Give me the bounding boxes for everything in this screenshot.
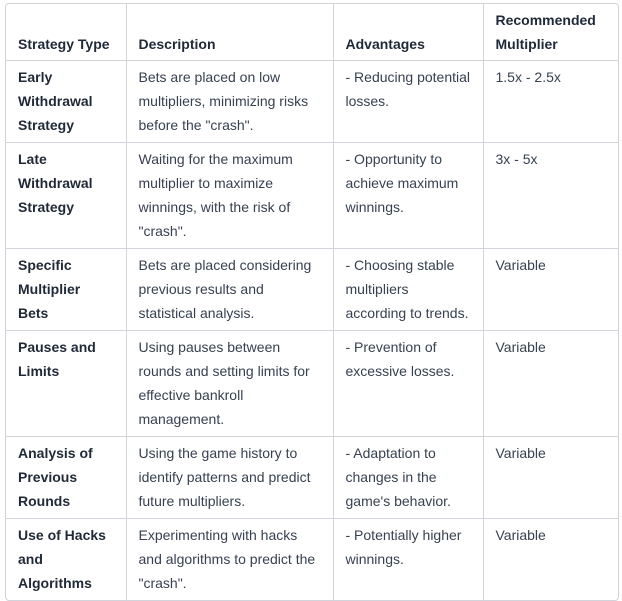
cell-strategy-type: Use of Hacks and Algorithms — [6, 519, 126, 601]
cell-strategy-type: Late Withdrawal Strategy — [6, 143, 126, 249]
cell-description: Bets are placed considering previous results and statistical analysis. — [126, 249, 333, 331]
cell-description: Experimenting with hacks and algorithms to predict the "crash". — [126, 519, 333, 601]
cell-multiplier: 1.5x - 2.5x — [483, 61, 618, 143]
cell-multiplier: 3x - 5x — [483, 143, 618, 249]
table-row — [6, 331, 618, 437]
strategy-table-container — [5, 3, 619, 601]
header-description: Description — [126, 4, 333, 61]
cell-advantages: - Reducing potential losses. — [333, 61, 483, 143]
cell-advantages: - Opportunity to achieve maximum winnings. — [333, 143, 483, 249]
cell-description: Using the game history to identify patterns and predict future multipliers. — [126, 437, 333, 519]
cell-description: Using pauses between rounds and setting limits for effective bankroll management. — [126, 331, 333, 437]
cell-multiplier: Variable — [483, 249, 618, 331]
header-strategy-type: Strategy Type — [6, 4, 126, 61]
cell-multiplier: Variable — [483, 331, 618, 437]
table-row — [6, 249, 618, 331]
table-row — [6, 143, 618, 249]
cell-description: Waiting for the maximum multiplier to maximize winnings, with the risk of "crash". — [126, 143, 333, 249]
header-advantages: Advantages — [333, 4, 483, 61]
table-row — [6, 519, 618, 601]
cell-multiplier: Variable — [483, 437, 618, 519]
cell-advantages: - Adaptation to changes in the game's behavior. — [333, 437, 483, 519]
cell-advantages: - Potentially higher winnings. — [333, 519, 483, 601]
cell-description: Bets are placed on low multipliers, minimizing risks before the "crash". — [126, 61, 333, 143]
table-row — [6, 437, 618, 519]
cell-strategy-type: Pauses and Limits — [6, 331, 126, 437]
strategy-table — [6, 4, 618, 600]
cell-strategy-type: Specific Multiplier Bets — [6, 249, 126, 331]
cell-strategy-type: Early Withdrawal Strategy — [6, 61, 126, 143]
table-header-row — [6, 4, 618, 61]
cell-advantages: - Choosing stable multipliers according to trends. — [333, 249, 483, 331]
cell-multiplier: Variable — [495, 527, 546, 543]
cell-advantages: - Prevention of excessive losses. — [333, 331, 483, 437]
header-recommended-multiplier: Recommended Multiplier — [483, 4, 618, 61]
table-row — [6, 61, 618, 143]
cell-strategy-type: Analysis of Previous Rounds — [6, 437, 126, 519]
